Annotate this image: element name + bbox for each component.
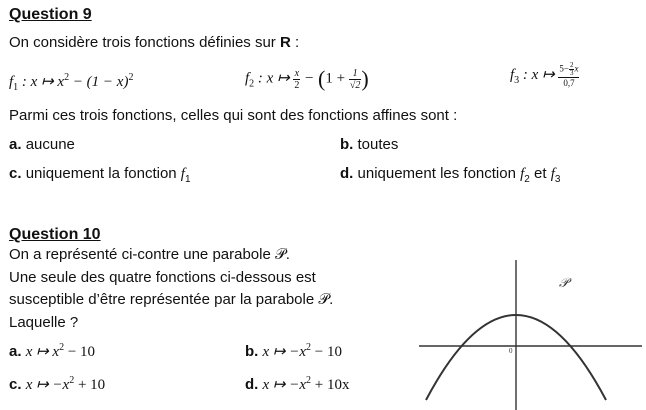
f3-name: f xyxy=(510,66,515,83)
q10-answer-b-expr xyxy=(263,344,342,360)
q9-intro-set: R xyxy=(279,34,291,51)
q10-line-2: Une seule des quatre fonctions ci-dessous est xyxy=(9,268,316,286)
function-f2 xyxy=(245,66,369,92)
q10-answer-d-expr xyxy=(263,377,350,393)
q10-answer-b[interactable] xyxy=(245,342,342,361)
q10-line-1: On a représenté ci-contre une parabole 𝒫. xyxy=(9,246,290,263)
f1-rest: − (1 − x) xyxy=(69,74,129,90)
q9-answer-c[interactable] xyxy=(9,165,191,185)
q10-d-expr-text: x ↦ −x xyxy=(262,377,307,393)
question-9-title: Question 9 xyxy=(9,6,92,23)
q10-answer-b-label: b. xyxy=(245,343,259,360)
q10-a-sup: 2 xyxy=(59,342,65,353)
f2-inner-fraction xyxy=(349,68,362,91)
question-10-title: Question 10 xyxy=(9,226,101,243)
f2-inner-den: √2 xyxy=(349,79,361,91)
q9-answer-d[interactable] xyxy=(340,165,560,185)
q9-intro xyxy=(9,34,299,51)
q10-line-3: susceptible d’être représentée par la parabole 𝒫. xyxy=(9,291,334,308)
q9-answer-b-label: b. xyxy=(340,136,354,153)
q10-c-expr-text: x ↦ −x xyxy=(25,377,70,393)
q10-a-rest: − 10 xyxy=(64,344,96,360)
q9-answer-a[interactable] xyxy=(9,136,75,153)
f2-one-plus: 1 + xyxy=(325,70,349,87)
q9-answer-d-fn2: f xyxy=(550,166,555,182)
q9-answer-d-and: et xyxy=(529,165,551,182)
q9-answer-c-sub: 1 xyxy=(184,174,191,185)
q9-answer-d-sub1: 2 xyxy=(524,174,530,185)
q10-answer-a-label: a. xyxy=(9,343,22,360)
f3-num-text: 5− xyxy=(559,63,569,74)
q10-answer-a-expr xyxy=(26,344,95,360)
q10-answer-a[interactable] xyxy=(9,342,95,361)
f1-sup2: 2 xyxy=(128,72,134,83)
q10-text xyxy=(9,244,333,334)
q10-d-sup: 2 xyxy=(306,375,312,386)
f3-denominator: 0,7 xyxy=(563,78,575,88)
q10-answer-c-expr xyxy=(26,377,105,393)
q9-answer-c-text: uniquement la fonction xyxy=(25,165,181,182)
q9-answer-d-text: uniquement les fonction xyxy=(357,165,521,182)
origin-label: 0 xyxy=(509,347,513,355)
f3-num-frac-num: 2 xyxy=(569,61,574,69)
function-f1 xyxy=(9,72,133,93)
f2-map: : x ↦ xyxy=(257,70,294,87)
q10-b-sup: 2 xyxy=(306,342,312,353)
f1-sub: 1 xyxy=(13,82,19,93)
f3-fraction xyxy=(558,62,579,89)
q10-line-4: Laquelle ? xyxy=(9,313,79,331)
q10-c-rest: + 10 xyxy=(74,377,106,393)
q10-answer-c-label: c. xyxy=(9,376,22,393)
f3-num-frac-den: 3 xyxy=(569,69,574,77)
q9-answer-b-text: toutes xyxy=(357,136,399,153)
function-f3 xyxy=(510,62,579,89)
f2-inner-num: 1 xyxy=(349,68,362,80)
q9-intro-suffix: : xyxy=(290,34,300,51)
f1-map: : x ↦ x xyxy=(21,74,65,90)
q10-c-sup: 2 xyxy=(69,375,75,386)
q9-answer-c-fn: f xyxy=(180,166,185,182)
q10-answer-d[interactable] xyxy=(245,375,350,394)
f1-sup: 2 xyxy=(64,72,70,83)
q9-answer-c-label: c. xyxy=(9,165,22,182)
parabola-label: 𝒫 xyxy=(559,275,569,290)
parabola-graph xyxy=(416,260,646,410)
f2-frac-num: x xyxy=(294,67,300,79)
q9-answer-d-fn1: f xyxy=(520,166,525,182)
q9-answer-d-label: d. xyxy=(340,165,354,182)
q9-answer-a-text: aucune xyxy=(25,136,75,153)
q9-prompt: Parmi ces trois fonctions, celles qui sont des fonctions affines sont : xyxy=(9,107,458,124)
q10-answer-d-label: d. xyxy=(245,376,259,393)
q10-b-expr-text: x ↦ −x xyxy=(262,344,307,360)
f3-numerator xyxy=(558,62,579,78)
q9-intro-text: On considère trois fonctions définies sur xyxy=(9,34,276,51)
q9-answer-d-sub2: 3 xyxy=(554,174,561,185)
f2-minus: − xyxy=(300,70,319,87)
f2-close-paren: ) xyxy=(361,66,369,91)
f2-sub: 2 xyxy=(249,78,255,90)
f2-frac-den: 2 xyxy=(294,79,300,91)
f3-num-x: x xyxy=(574,63,579,74)
f2-name: f xyxy=(245,70,250,87)
q10-b-rest: − 10 xyxy=(311,344,342,360)
f1-name: f xyxy=(9,74,14,90)
q10-d-rest: + 10x xyxy=(311,377,350,393)
q10-answer-c[interactable] xyxy=(9,375,105,394)
q10-a-expr-text: x ↦ x xyxy=(25,344,60,360)
f3-map: : x ↦ xyxy=(522,66,559,83)
f3-sub: 3 xyxy=(514,74,520,86)
q9-answer-b[interactable] xyxy=(340,136,398,153)
q9-answer-a-label: a. xyxy=(9,136,22,153)
f2-open-paren: ( xyxy=(318,66,326,91)
